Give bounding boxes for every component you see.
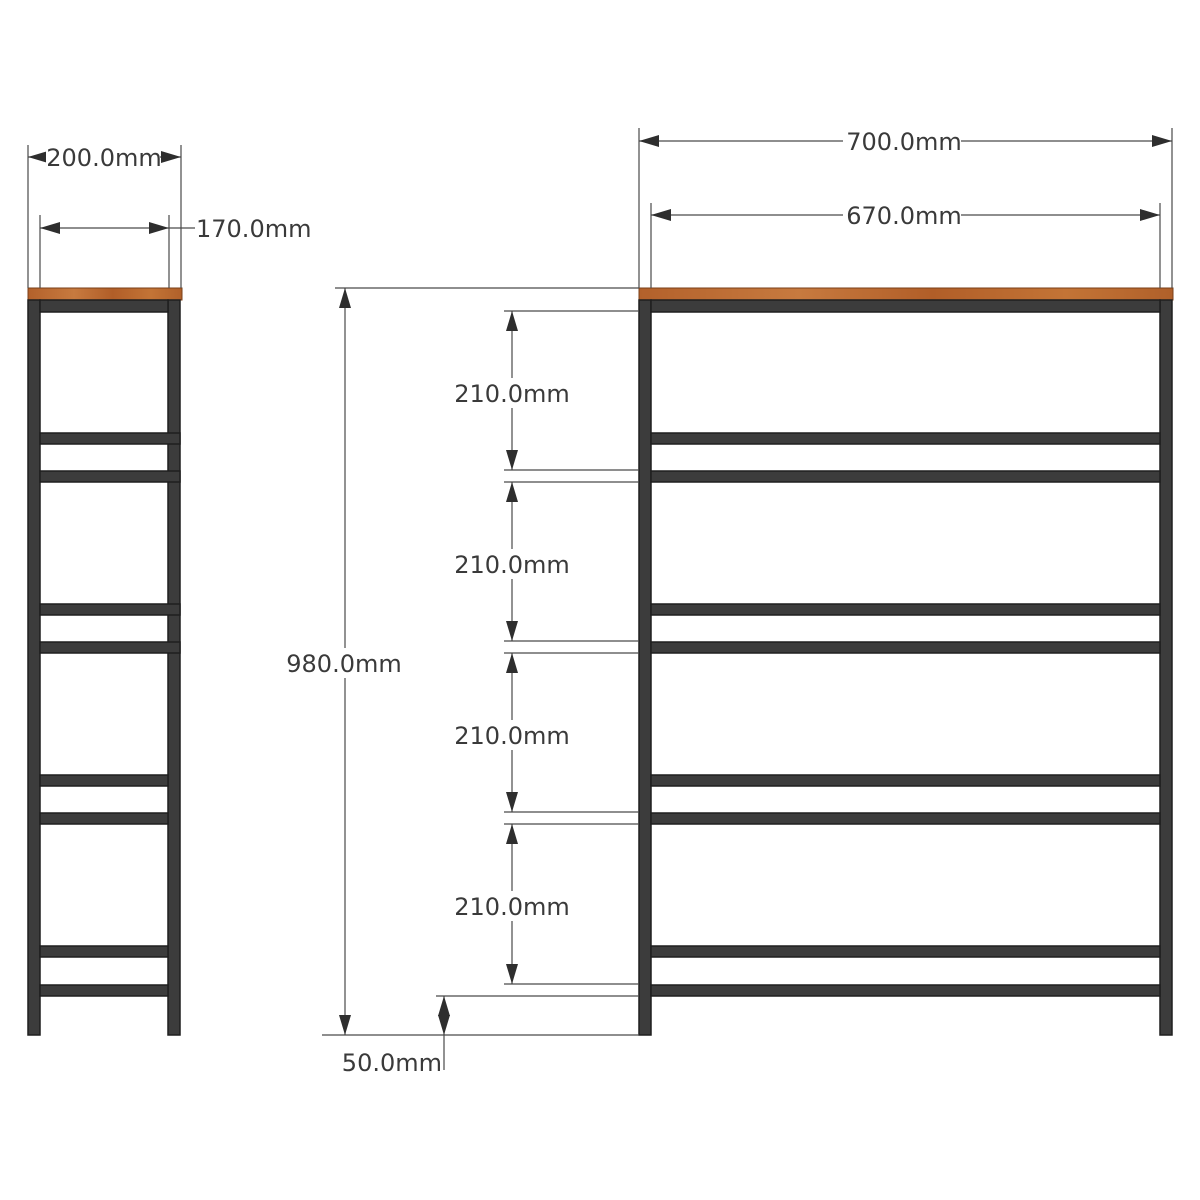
shelf-spacing-label: 210.0mm bbox=[454, 893, 570, 921]
side-top-rail bbox=[40, 300, 168, 312]
front-rail bbox=[651, 946, 1160, 957]
arrowhead bbox=[506, 450, 518, 470]
side-width-label: 200.0mm bbox=[46, 144, 162, 172]
front-rail bbox=[651, 985, 1160, 996]
arrowhead bbox=[40, 222, 60, 234]
side-leg-left bbox=[28, 300, 40, 1035]
arrowhead bbox=[1152, 135, 1172, 147]
arrowhead bbox=[28, 151, 48, 163]
arrowhead bbox=[506, 311, 518, 331]
arrowhead bbox=[438, 1015, 450, 1035]
front-inner-width-label: 670.0mm bbox=[846, 202, 962, 230]
side-leg-right bbox=[168, 300, 180, 1035]
shelf-spacing-label: 210.0mm bbox=[454, 722, 570, 750]
side-rail bbox=[40, 642, 180, 653]
foot-height-label: 50.0mm bbox=[341, 1049, 442, 1077]
arrowhead bbox=[506, 824, 518, 844]
front-wood-top bbox=[639, 288, 1173, 300]
arrowhead bbox=[339, 288, 351, 308]
front-rail bbox=[651, 604, 1160, 615]
side-wood-top bbox=[28, 288, 182, 300]
arrowhead bbox=[1140, 209, 1160, 221]
side-rail bbox=[40, 471, 180, 482]
side-view bbox=[28, 143, 311, 1035]
side-rail bbox=[40, 813, 168, 824]
shelf-spacing-label: 210.0mm bbox=[454, 380, 570, 408]
front-rail bbox=[651, 471, 1160, 482]
arrowhead bbox=[506, 621, 518, 641]
front-leg-left bbox=[639, 300, 651, 1035]
arrowhead bbox=[438, 996, 450, 1016]
front-view bbox=[285, 126, 1173, 1077]
front-rail bbox=[651, 775, 1160, 786]
shelf-spacing-label: 210.0mm bbox=[454, 551, 570, 579]
arrowhead bbox=[506, 964, 518, 984]
side-rail bbox=[40, 946, 168, 957]
arrowhead bbox=[651, 209, 671, 221]
side-rail bbox=[40, 775, 168, 786]
front-top-rail bbox=[651, 300, 1160, 312]
front-height-label: 980.0mm bbox=[286, 650, 402, 678]
front-width-label: 700.0mm bbox=[846, 128, 962, 156]
side-rail bbox=[40, 433, 180, 444]
front-rail bbox=[651, 642, 1160, 653]
arrowhead bbox=[161, 151, 181, 163]
arrowhead bbox=[506, 482, 518, 502]
front-rail bbox=[651, 433, 1160, 444]
arrowhead bbox=[639, 135, 659, 147]
side-rail bbox=[40, 985, 168, 996]
front-rail bbox=[651, 813, 1160, 824]
arrowhead bbox=[506, 792, 518, 812]
side-inner-width-label: 170.0mm bbox=[196, 215, 312, 243]
side-rail bbox=[40, 604, 180, 615]
arrowhead bbox=[339, 1015, 351, 1035]
arrowhead bbox=[506, 653, 518, 673]
front-leg-right bbox=[1160, 300, 1172, 1035]
arrowhead bbox=[149, 222, 169, 234]
